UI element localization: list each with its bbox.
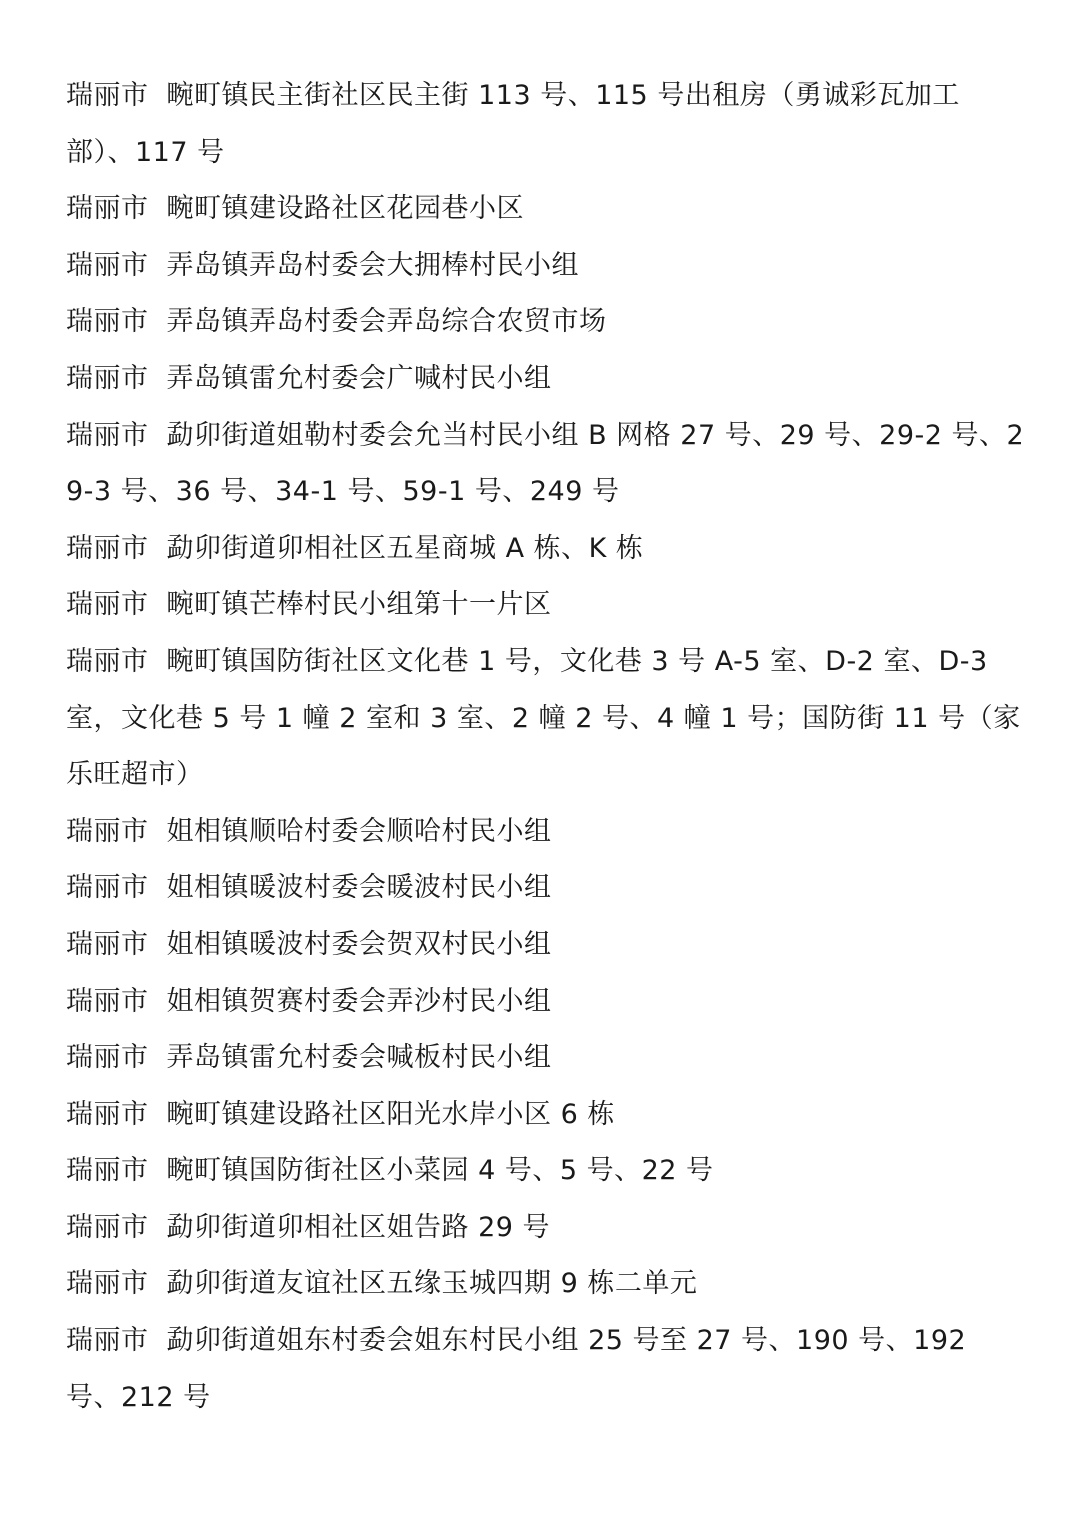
address-text: 畹町镇芒棒村民小组第十一片区 bbox=[166, 589, 552, 621]
list-item bbox=[66, 1200, 1026, 1257]
address-text: 弄岛镇弄岛村委会大拥棒村民小组 bbox=[166, 249, 579, 281]
list-item bbox=[66, 238, 1026, 295]
list-item bbox=[66, 181, 1026, 238]
list-item bbox=[66, 860, 1026, 917]
list-item bbox=[66, 917, 1026, 974]
address-text: 勐卯街道卯相社区姐告路 29 号 bbox=[166, 1211, 551, 1243]
list-item bbox=[66, 577, 1026, 634]
list-item bbox=[66, 408, 1026, 521]
city-name: 瑞丽市 bbox=[66, 306, 149, 338]
city-name: 瑞丽市 bbox=[66, 1268, 149, 1300]
city-name: 瑞丽市 bbox=[66, 1098, 149, 1130]
address-text: 畹町镇国防街社区小菜园 4 号、5 号、22 号 bbox=[166, 1155, 714, 1187]
address-text: 畹町镇国防街社区文化巷 1 号，文化巷 3 号 A-5 室、D-2 室、D-3 室，文化巷 5 号 1 幢 2 室和 3 室、2 幢 2 号、4 幢 1 号；国防街 11 号（家乐旺超市） bbox=[66, 645, 1021, 791]
city-name: 瑞丽市 bbox=[66, 1155, 149, 1187]
list-item bbox=[66, 521, 1026, 578]
city-name: 瑞丽市 bbox=[66, 589, 149, 621]
city-name: 瑞丽市 bbox=[66, 1211, 149, 1243]
city-name: 瑞丽市 bbox=[66, 645, 149, 677]
city-name: 瑞丽市 bbox=[66, 928, 149, 960]
list-item bbox=[66, 634, 1026, 804]
address-text: 勐卯街道姐勒村委会允当村民小组 B 网格 27 号、29 号、29-2 号、29-3 号、36 号、34-1 号、59-1 号、249 号 bbox=[66, 419, 1025, 508]
address-text: 勐卯街道卯相社区五星商城 A 栋、K 栋 bbox=[166, 532, 644, 564]
city-name: 瑞丽市 bbox=[66, 80, 149, 111]
address-text: 弄岛镇雷允村委会喊板村民小组 bbox=[166, 1042, 552, 1074]
address-text: 姐相镇顺哈村委会顺哈村民小组 bbox=[166, 815, 552, 847]
list-item bbox=[66, 1030, 1026, 1087]
city-name: 瑞丽市 bbox=[66, 815, 149, 847]
list-item bbox=[66, 294, 1026, 351]
list-item bbox=[66, 974, 1026, 1031]
address-text: 姐相镇暖波村委会暖波村民小组 bbox=[166, 872, 552, 904]
city-name: 瑞丽市 bbox=[66, 419, 149, 451]
list-item bbox=[66, 1256, 1026, 1313]
city-name: 瑞丽市 bbox=[66, 532, 149, 564]
list-item bbox=[66, 1087, 1026, 1144]
city-name: 瑞丽市 bbox=[66, 362, 149, 394]
list-item bbox=[66, 68, 1026, 181]
list-item bbox=[66, 1313, 1026, 1426]
address-text: 弄岛镇雷允村委会广喊村民小组 bbox=[166, 362, 552, 394]
list-item bbox=[66, 804, 1026, 861]
address-text: 畹町镇民主街社区民主街 113 号、115 号出租房（勇诚彩瓦加工部）、117 号 bbox=[66, 80, 960, 168]
city-name: 瑞丽市 bbox=[66, 872, 149, 904]
list-item bbox=[66, 351, 1026, 408]
city-name: 瑞丽市 bbox=[66, 249, 149, 281]
address-text: 勐卯街道姐东村委会姐东村民小组 25 号至 27 号、190 号、192 号、212 号 bbox=[66, 1325, 967, 1413]
address-list bbox=[66, 68, 1026, 1426]
address-text: 畹町镇建设路社区花园巷小区 bbox=[166, 193, 524, 225]
address-text: 姐相镇贺赛村委会弄沙村民小组 bbox=[166, 985, 552, 1017]
address-text: 姐相镇暖波村委会贺双村民小组 bbox=[166, 928, 552, 960]
city-name: 瑞丽市 bbox=[66, 193, 149, 225]
address-text: 畹町镇建设路社区阳光水岸小区 6 栋 bbox=[166, 1098, 615, 1130]
city-name: 瑞丽市 bbox=[66, 985, 149, 1017]
address-text: 勐卯街道友谊社区五缘玉城四期 9 栋二单元 bbox=[166, 1268, 698, 1300]
city-name: 瑞丽市 bbox=[66, 1042, 149, 1074]
list-item bbox=[66, 1143, 1026, 1200]
address-text: 弄岛镇弄岛村委会弄岛综合农贸市场 bbox=[166, 306, 607, 338]
city-name: 瑞丽市 bbox=[66, 1325, 149, 1357]
